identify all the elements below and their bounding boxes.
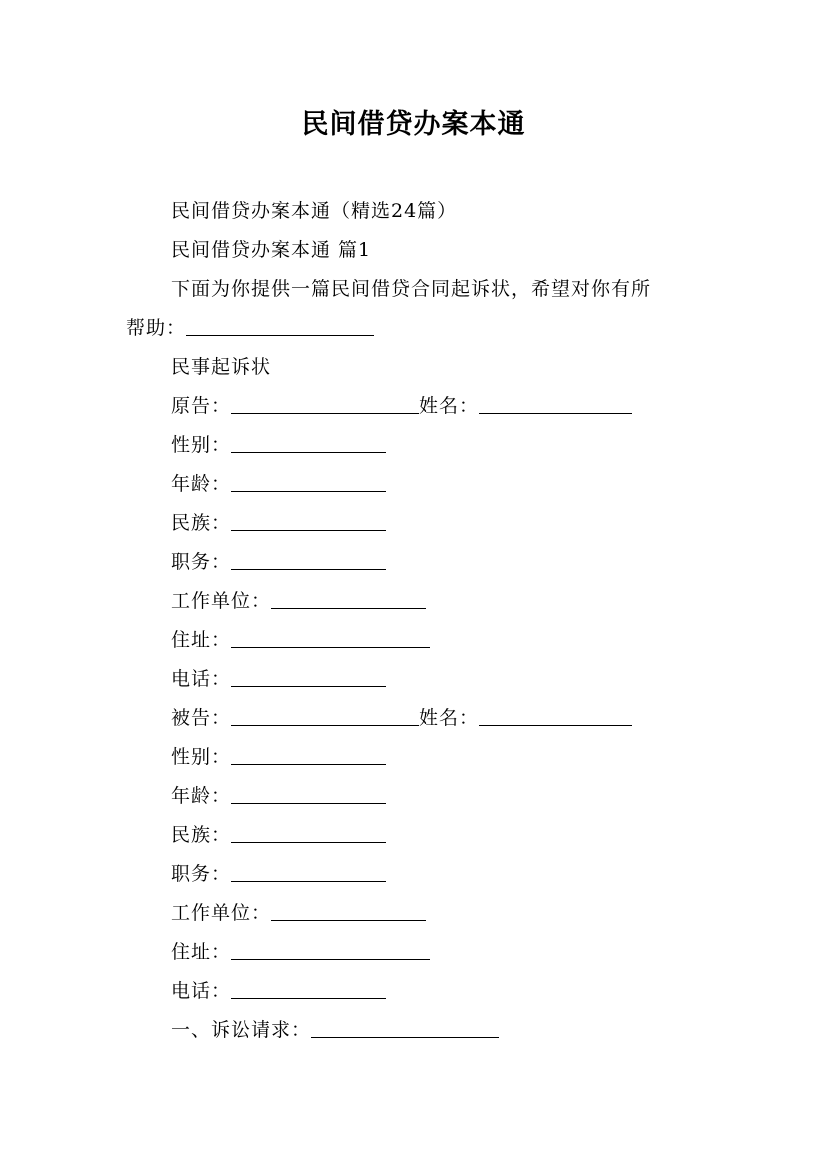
plaintiff-address-label: 住址： — [171, 629, 232, 651]
defendant-blank[interactable] — [231, 707, 419, 726]
plaintiff-ethnicity-blank[interactable] — [231, 512, 386, 531]
plaintiff-gender-row — [171, 432, 386, 458]
plaintiff-phone-blank[interactable] — [231, 668, 386, 687]
plaintiff-phone-label: 电话： — [171, 668, 232, 690]
defendant-phone-blank[interactable] — [231, 980, 386, 999]
claims-row — [171, 1017, 499, 1043]
defendant-gender-row — [171, 744, 386, 770]
defendant-age-label: 年龄： — [171, 785, 232, 807]
plaintiff-gender-blank[interactable] — [231, 434, 386, 453]
defendant-name-blank[interactable] — [479, 707, 632, 726]
plaintiff-name-label: 姓名： — [419, 395, 480, 417]
plaintiff-employer-label: 工作单位： — [171, 590, 272, 612]
plaintiff-address-blank[interactable] — [231, 629, 430, 648]
claims-blank[interactable] — [311, 1019, 499, 1038]
defendant-position-row — [171, 861, 386, 887]
plaintiff-row — [171, 393, 632, 419]
plaintiff-employer-blank[interactable] — [271, 590, 426, 609]
plaintiff-age-label: 年龄： — [171, 473, 232, 495]
plaintiff-blank[interactable] — [231, 395, 419, 414]
plaintiff-ethnicity-label: 民族： — [171, 512, 232, 534]
defendant-address-label: 住址： — [171, 941, 232, 963]
defendant-row — [171, 705, 632, 731]
document-title: 民间借贷办案本通 — [301, 109, 526, 140]
defendant-position-label: 职务： — [171, 863, 232, 885]
defendant-employer-blank[interactable] — [271, 902, 426, 921]
defendant-address-row — [171, 939, 430, 965]
intro-paragraph-line-2 — [126, 315, 374, 341]
plaintiff-age-blank[interactable] — [231, 473, 386, 492]
plaintiff-position-blank[interactable] — [231, 551, 386, 570]
plaintiff-age-row — [171, 471, 386, 497]
defendant-employer-row — [171, 900, 426, 926]
defendant-age-blank[interactable] — [231, 785, 386, 804]
plaintiff-address-row — [171, 627, 430, 653]
defendant-position-blank[interactable] — [231, 863, 386, 882]
defendant-gender-blank[interactable] — [231, 746, 386, 765]
defendant-phone-label: 电话： — [171, 980, 232, 1002]
section-heading: 民间借贷办案本通 篇1 — [171, 239, 372, 261]
defendant-ethnicity-blank[interactable] — [231, 824, 386, 843]
intro-help-label: 帮助： — [126, 317, 187, 339]
intro-blank[interactable] — [186, 317, 374, 336]
plaintiff-label: 原告： — [171, 395, 232, 417]
defendant-ethnicity-label: 民族： — [171, 824, 232, 846]
plaintiff-ethnicity-row — [171, 510, 386, 536]
plaintiff-phone-row — [171, 666, 386, 692]
plaintiff-employer-row — [171, 588, 426, 614]
defendant-gender-label: 性别： — [171, 746, 232, 768]
defendant-employer-label: 工作单位： — [171, 902, 272, 924]
plaintiff-gender-label: 性别： — [171, 434, 232, 456]
defendant-phone-row — [171, 978, 386, 1004]
defendant-ethnicity-row — [171, 822, 386, 848]
defendant-label: 被告： — [171, 707, 232, 729]
defendant-address-blank[interactable] — [231, 941, 430, 960]
intro-paragraph-line-1: 下面为你提供一篇民间借贷合同起诉状，希望对你有所 — [171, 278, 652, 300]
plaintiff-position-label: 职务： — [171, 551, 232, 573]
plaintiff-name-blank[interactable] — [479, 395, 632, 414]
defendant-name-label: 姓名： — [419, 707, 480, 729]
defendant-age-row — [171, 783, 386, 809]
claims-label: 一、诉讼请求： — [171, 1019, 312, 1041]
complaint-title: 民事起诉状 — [171, 356, 272, 378]
plaintiff-position-row — [171, 549, 386, 575]
document-subtitle: 民间借贷办案本通（精选24篇） — [171, 200, 458, 222]
